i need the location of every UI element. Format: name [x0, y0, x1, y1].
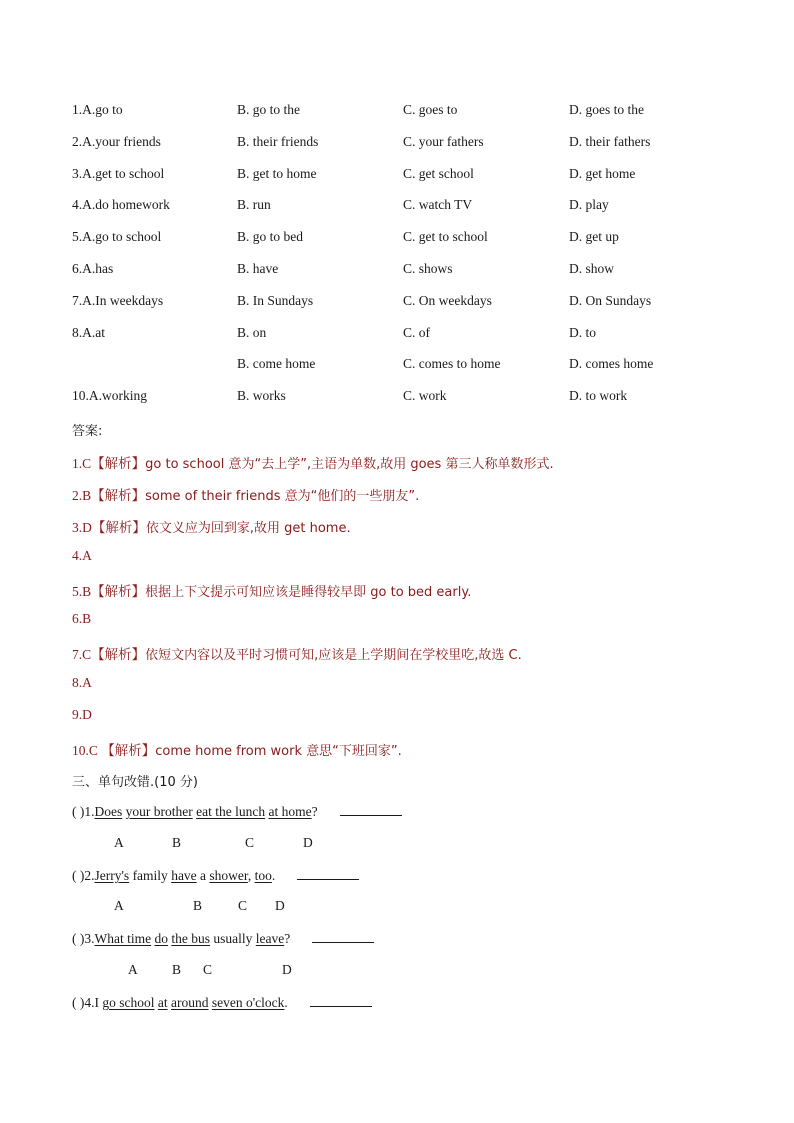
- option-b: B. have: [237, 260, 279, 276]
- segment: Does: [94, 804, 123, 819]
- segment: seven o'clock: [211, 995, 285, 1010]
- analysis-tag: 【解析】: [91, 647, 146, 663]
- analysis-tag: 【解析】: [91, 520, 146, 536]
- answers-label: 答案:: [72, 424, 103, 439]
- option-b: B. come home: [237, 356, 316, 372]
- analysis-tag: 【解析】: [91, 584, 146, 600]
- answer-number: 3.D: [72, 520, 92, 535]
- letter-a: A: [114, 898, 124, 913]
- option-d: D. play: [569, 197, 609, 213]
- option-a: 8.A.at: [72, 324, 105, 340]
- option-row: [72, 224, 732, 256]
- option-d: D. comes home: [569, 356, 654, 372]
- option-b: B. go to bed: [237, 229, 303, 245]
- segment: around: [171, 995, 209, 1010]
- letter-d: D: [303, 835, 313, 850]
- correction-item: [72, 803, 402, 820]
- answer-number: 5.B: [72, 584, 92, 599]
- answer-blank[interactable]: [340, 803, 402, 816]
- answer-number: 6.B: [72, 611, 92, 626]
- letter-b: B: [193, 898, 203, 913]
- option-d: D. goes to the: [569, 102, 644, 117]
- option-a: 3.A.get to school: [72, 165, 165, 181]
- segment: have: [171, 868, 197, 883]
- answer-line: [72, 739, 402, 759]
- answer-blank[interactable]: [297, 867, 359, 880]
- answer-line: [72, 675, 92, 691]
- letter-d: D: [275, 898, 285, 913]
- option-d: D. On Sundays: [569, 292, 652, 308]
- correction-item: [72, 867, 359, 884]
- option-row: [72, 288, 732, 320]
- analysis-tag: 【解析】: [91, 488, 146, 504]
- option-c: C. work: [403, 388, 447, 404]
- option-c: C. get school: [403, 165, 474, 181]
- letter-b: B: [172, 962, 182, 977]
- item-prefix: ( )1.: [72, 804, 95, 819]
- option-d: D. their fathers: [569, 133, 651, 149]
- option-b: B. get to home: [237, 165, 317, 181]
- option-a: 2.A.your friends: [72, 133, 161, 149]
- option-a: 7.A.In weekdays: [72, 292, 164, 308]
- option-c: C. get to school: [403, 229, 488, 245]
- option-c: C. On weekdays: [403, 292, 492, 308]
- answer-line: [72, 548, 92, 564]
- option-b: B. works: [237, 388, 286, 404]
- segment: at: [157, 995, 168, 1010]
- section-heading: 三、单句改错.(10 分): [72, 775, 198, 790]
- choice-options-table: [72, 97, 732, 415]
- answer-explanation: 依文义应为回到家,故用 get home.: [145, 521, 351, 536]
- answer-number: 10.C: [72, 743, 102, 758]
- correction-item: [72, 994, 372, 1011]
- option-a: 6.A.has: [72, 260, 114, 276]
- option-row: [72, 97, 732, 129]
- segment: I: [94, 995, 103, 1010]
- answer-line: [72, 707, 92, 723]
- segment: ,: [247, 868, 255, 883]
- answer-line: [72, 643, 522, 663]
- answer-blank[interactable]: [310, 994, 372, 1007]
- segment: your brother: [125, 804, 193, 819]
- answer-line: [72, 484, 419, 504]
- segment: ?: [311, 804, 318, 819]
- segment: eat the lunch: [196, 804, 266, 819]
- item-prefix: ( )4.: [72, 995, 95, 1010]
- segment: Jerry's: [94, 868, 130, 883]
- segment: do: [154, 931, 168, 946]
- option-a: 10.A.working: [72, 388, 147, 404]
- analysis-tag: 【解析】: [101, 743, 156, 759]
- option-d: D. to: [569, 324, 596, 340]
- letter-b: B: [172, 835, 182, 850]
- segment: ?: [284, 931, 291, 946]
- segment: family: [129, 868, 172, 883]
- segment: too: [254, 868, 272, 883]
- option-a: 1.A.go to: [72, 102, 123, 117]
- letter-a: A: [128, 962, 138, 977]
- answer-line: [72, 516, 351, 536]
- option-row: [72, 192, 732, 224]
- option-d: D. get home: [569, 165, 636, 181]
- option-c: C. goes to: [403, 102, 458, 117]
- segment: the bus: [171, 931, 210, 946]
- option-row: [72, 320, 732, 352]
- option-row: [72, 351, 732, 383]
- option-c: C. comes to home: [403, 356, 501, 372]
- option-row: [72, 383, 732, 415]
- answer-number: 2.B: [72, 488, 92, 503]
- segment: What time: [94, 931, 152, 946]
- segment: shower: [209, 868, 248, 883]
- item-prefix: ( )3.: [72, 931, 95, 946]
- answer-number: 1.C: [72, 456, 92, 471]
- option-a: 5.A.go to school: [72, 229, 162, 245]
- option-row: [72, 256, 732, 288]
- option-c: C. shows: [403, 260, 453, 276]
- answer-number: 9.D: [72, 707, 92, 722]
- option-d: D. to work: [569, 388, 628, 404]
- analysis-tag: 【解析】: [91, 456, 146, 472]
- correction-item: [72, 930, 374, 947]
- option-b: B. go to the: [237, 102, 300, 117]
- answer-explanation: 根据上下文提示可知应该是睡得较早即 go to bed early.: [145, 585, 472, 600]
- answer-line: [72, 611, 91, 627]
- option-c: C. of: [403, 324, 430, 340]
- option-row: [72, 161, 732, 193]
- answer-explanation: some of their friends 意为“他们的一些朋友”.: [145, 489, 420, 504]
- option-row: [72, 129, 732, 161]
- segment: a: [196, 868, 210, 883]
- letter-d: D: [282, 962, 292, 977]
- segment: .: [271, 868, 276, 883]
- answer-number: 4.A: [72, 548, 92, 563]
- option-b: B. on: [237, 324, 267, 340]
- answer-number: 7.C: [72, 647, 92, 662]
- segment: at home: [268, 804, 312, 819]
- option-d: D. show: [569, 260, 615, 276]
- letter-a: A: [114, 835, 124, 850]
- answer-explanation: 依短文内容以及平时习惯可知,应该是上学期间在学校里吃,故选 C.: [145, 648, 522, 663]
- segment: usually: [209, 931, 256, 946]
- letter-c: C: [238, 898, 248, 913]
- answer-number: 8.A: [72, 675, 92, 690]
- option-c: C. watch TV: [403, 197, 473, 213]
- letter-c: C: [203, 962, 213, 977]
- segment: .: [284, 995, 288, 1010]
- segment: leave: [255, 931, 285, 946]
- answer-blank[interactable]: [312, 930, 374, 943]
- answer-explanation: come home from work 意思“下班回家”.: [155, 744, 402, 759]
- option-b: B. run: [237, 197, 271, 213]
- option-a: 4.A.do homework: [72, 197, 170, 213]
- letter-c: C: [245, 835, 255, 850]
- option-d: D. get up: [569, 229, 619, 245]
- option-b: B. In Sundays: [237, 292, 314, 308]
- answer-line: [72, 580, 471, 600]
- option-b: B. their friends: [237, 133, 319, 149]
- segment: go school: [102, 995, 155, 1010]
- answer-explanation: go to school 意为“去上学”,主语为单数,故用 goes 第三人称单数形式.: [145, 457, 554, 472]
- option-c: C. your fathers: [403, 133, 484, 149]
- answer-line: [72, 452, 554, 472]
- item-prefix: ( )2.: [72, 868, 95, 883]
